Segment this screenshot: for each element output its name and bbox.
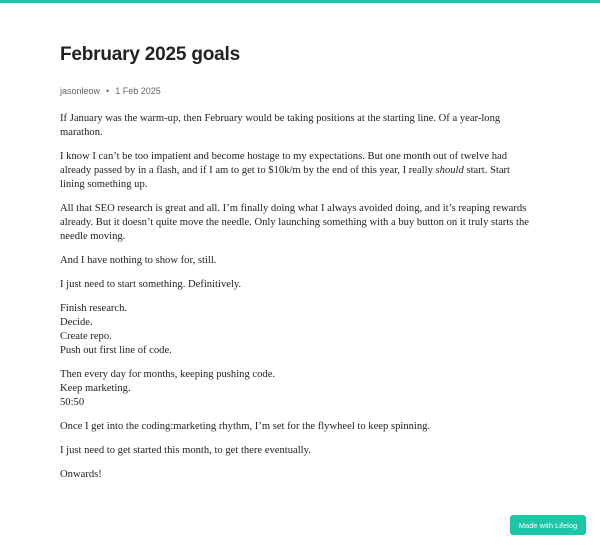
paragraph: All that SEO research is great and all. I’m finally doing what I always avoided doing, and it’s reaping rewards already. But it doesn’t quite move the needle. Only launching something with a buy button on it truly starts the needle moving. bbox=[60, 203, 529, 242]
paragraph: Once I get into the coding:marketing rhythm, I’m set for the flywheel to keep spinning. bbox=[60, 421, 431, 432]
author-link[interactable]: jasonleow bbox=[60, 86, 101, 96]
paragraph: If January was the warm-up, then February would be taking positions at the starting line. Of a year-long marathon. bbox=[60, 113, 501, 138]
paragraph-list: Finish research. Decide. Create repo. Push out first line of code. bbox=[60, 303, 172, 356]
post bbox=[60, 44, 532, 492]
top-accent-bar bbox=[0, 0, 600, 3]
paragraph-list: Then every day for months, keeping pushing code. Keep marketing. 50:50 bbox=[60, 369, 276, 408]
paragraph: I know I can’t be too impatient and become hostage to my expectations. But one month out of twelve had already passed by in a flash, and if I am to get to $10k/m by the end of this year, I really should start. Start lining something up. bbox=[60, 151, 511, 190]
paragraph: I just need to get started this month, to get there eventually. bbox=[60, 445, 311, 456]
paragraph: And I have nothing to show for, still. bbox=[60, 255, 217, 266]
meta-separator: • bbox=[106, 86, 110, 96]
paragraph: Onwards! bbox=[60, 469, 102, 480]
post-title: February 2025 goals bbox=[60, 44, 240, 65]
post-meta bbox=[60, 86, 532, 96]
paragraph: I just need to start something. Definitively. bbox=[60, 279, 242, 290]
post-date: 1 Feb 2025 bbox=[115, 86, 161, 96]
made-with-lifelog-button[interactable]: Made with Lifelog bbox=[510, 515, 586, 535]
post-content bbox=[60, 112, 532, 482]
